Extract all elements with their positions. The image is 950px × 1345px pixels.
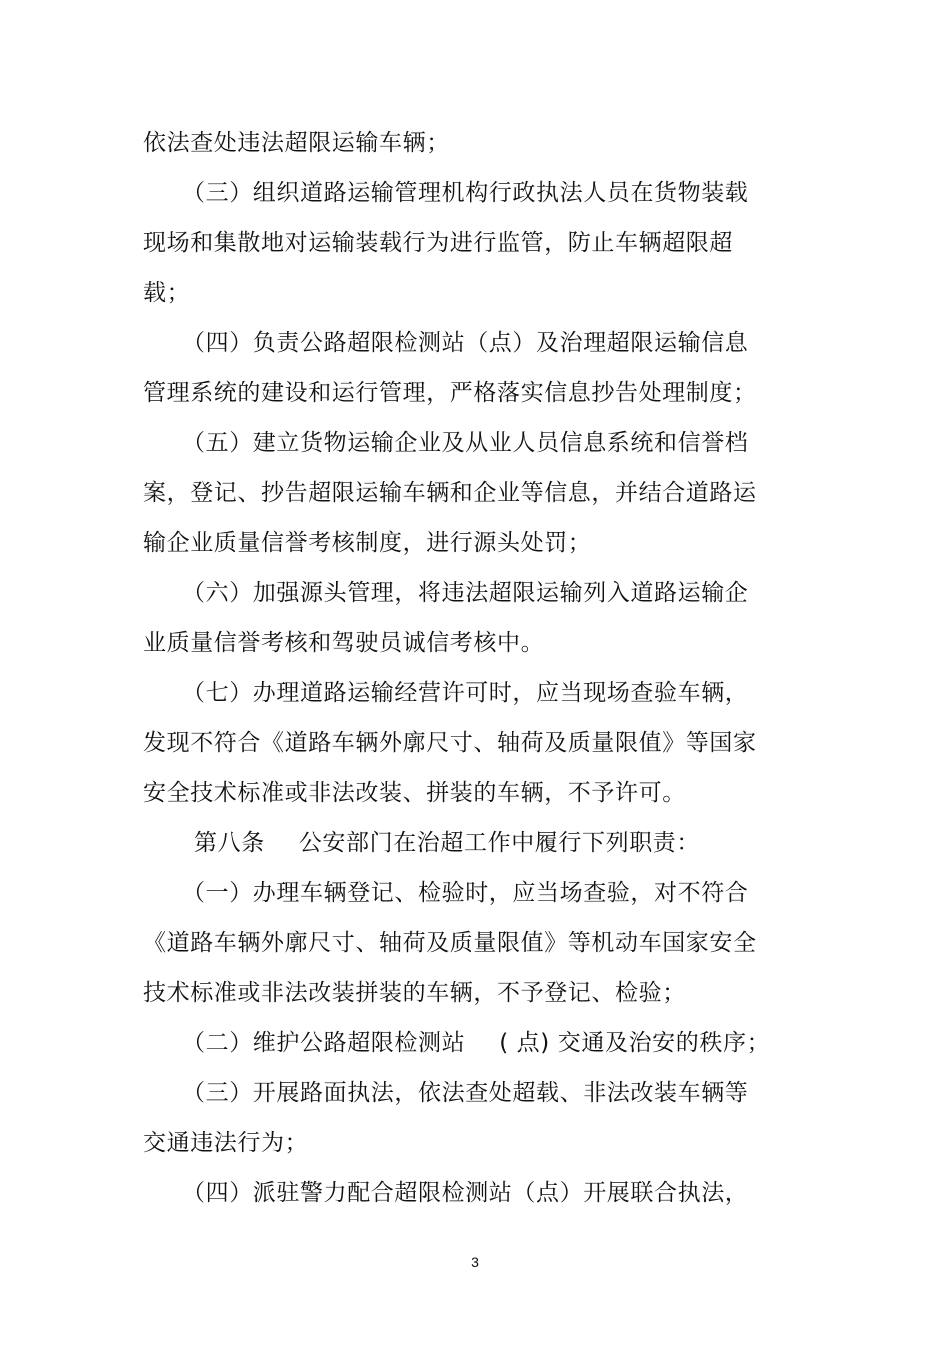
text-line-1: 依法查处违法超限运输车辆； (143, 130, 450, 156)
text-line-20: （三）开展路面执法，依法查处超载、非法改装车辆等 (182, 1080, 749, 1106)
text-line-9: 输企业质量信誉考核制度，进行源头处罚； (143, 530, 592, 556)
text-line-3: 现场和集散地对运输装载行为进行监管，防止车辆超限超 (143, 230, 733, 256)
text-line-12: （七）办理道路运输经营许可时，应当现场查验车辆， (182, 680, 749, 706)
text-line-13: 发现不符合《道路车辆外廓尺寸、轴荷及质量限值》等国家 (143, 730, 757, 756)
text-line-17: 《道路车辆外廓尺寸、轴荷及质量限值》等机动车国家安全 (143, 930, 757, 956)
item-two-line (182, 1028, 770, 1058)
text-line-11: 业质量信誉考核和驾驶员诚信考核中。 (143, 630, 545, 656)
item-two-head: （二）维护公路超限检测站 (182, 1030, 466, 1056)
text-line-4: 载； (143, 280, 191, 306)
text-line-6: 管理系统的建设和运行管理，严格落实信息抄告处理制度； (143, 380, 757, 406)
text-line-16: （一）办理车辆登记、检验时，应当场查验，对不符合 (182, 880, 749, 906)
text-line-8: 案，登记、抄告超限运输车辆和企业等信息，并结合道路运 (143, 480, 757, 506)
text-line-5: （四）负责公路超限检测站（点）及治理超限运输信息 (182, 330, 749, 356)
text-line-10: （六）加强源头管理，将违法超限运输列入道路运输企 (182, 580, 749, 606)
text-line-22: （四）派驻警力配合超限检测站（点）开展联合执法， (182, 1180, 749, 1206)
text-line-2: （三）组织道路运输管理机构行政执法人员在货物装载 (182, 180, 749, 206)
article-text: 公安部门在治超工作中履行下列职责： (298, 830, 701, 856)
page-number: 3 (471, 1254, 479, 1270)
text-line-21: 交通违法行为； (143, 1130, 309, 1156)
item-two-tail: ( 点) 交通及治安的秩序； (499, 1030, 771, 1056)
text-line-14: 安全技术标准或非法改装、拼装的车辆，不予许可。 (143, 780, 686, 806)
text-line-7: （五）建立货物运输企业及从业人员信息系统和信誉档 (182, 430, 749, 456)
article-eight-heading (194, 828, 700, 858)
article-number: 第八条 (194, 830, 265, 856)
text-line-18: 技术标准或非法改装拼装的车辆，不予登记、检验； (143, 980, 686, 1006)
